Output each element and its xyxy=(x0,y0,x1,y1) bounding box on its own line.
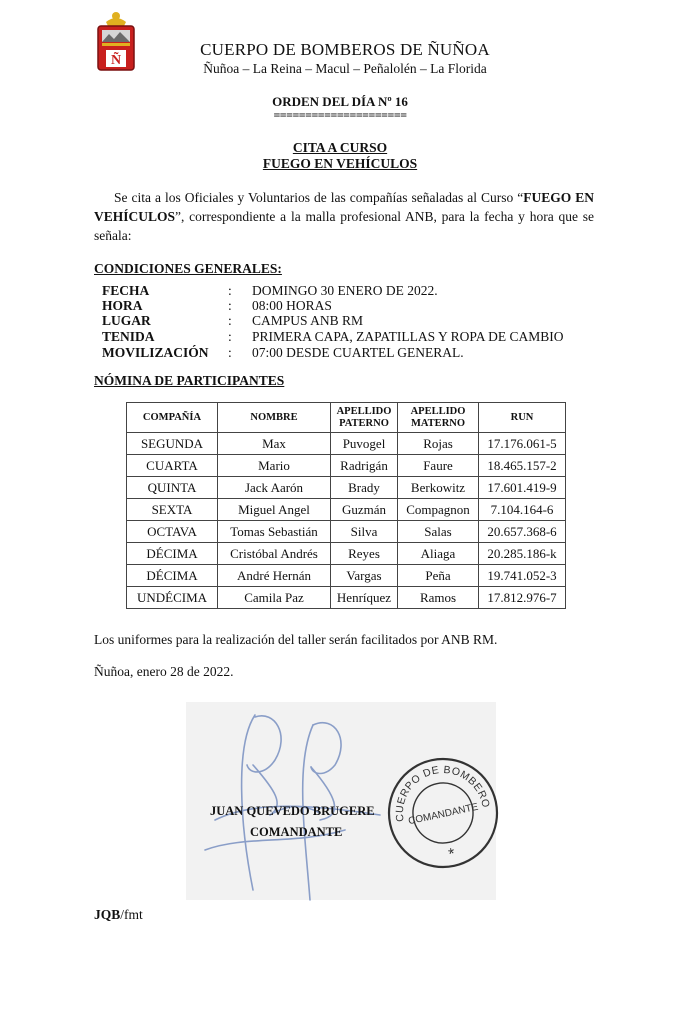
condition-label: HORA xyxy=(102,298,143,313)
table-cell: Reyes xyxy=(331,543,398,565)
conditions-heading: CONDICIONES GENERALES: xyxy=(94,261,282,276)
communes-line: Ñuñoa – La Reina – Macul – Peñalolén – La Florida xyxy=(203,61,487,76)
signer-name: JUAN QUEVEDO BRUGERE xyxy=(210,804,375,818)
column-header: NOMBRE xyxy=(218,403,331,433)
table-cell: 19.741.052-3 xyxy=(479,565,566,587)
column-header: APELLIDO PATERNO xyxy=(331,403,398,433)
table-cell: SEGUNDA xyxy=(127,433,218,455)
table-cell: Silva xyxy=(331,521,398,543)
column-header: APELLIDO MATERNO xyxy=(398,403,479,433)
condition-row-mobilization xyxy=(102,345,602,361)
table-row xyxy=(127,455,566,477)
table-row xyxy=(127,433,566,455)
condition-value: PRIMERA CAPA, ZAPATILLAS Y ROPA DE CAMBIO xyxy=(252,329,564,344)
table-cell: Puvogel xyxy=(331,433,398,455)
table-cell: 17.601.419-9 xyxy=(479,477,566,499)
table-cell: Jack Aarón xyxy=(218,477,331,499)
svg-text:*: * xyxy=(447,845,457,864)
table-cell: Salas xyxy=(398,521,479,543)
condition-row-outfit xyxy=(102,329,602,345)
table-cell: 20.657.368-6 xyxy=(479,521,566,543)
typist-initials xyxy=(94,907,143,923)
table-row xyxy=(127,565,566,587)
table-cell: SEXTA xyxy=(127,499,218,521)
table-cell: 17.176.061-5 xyxy=(479,433,566,455)
table-cell: Ramos xyxy=(398,587,479,609)
intro-course-name: FUEGO EN VEHÍCULOS xyxy=(94,190,594,224)
table-cell: QUINTA xyxy=(127,477,218,499)
table-cell: DÉCIMA xyxy=(127,565,218,587)
table-header-row xyxy=(127,403,566,433)
column-header: COMPAÑÍA xyxy=(127,403,218,433)
condition-row-time xyxy=(102,298,602,314)
intro-text-before: Se cita a los Oficiales y Voluntarios de las compañías señaladas al Curso “ xyxy=(114,190,524,205)
table-cell: André Hernán xyxy=(218,565,331,587)
table-cell: UNDÉCIMA xyxy=(127,587,218,609)
fire-brigade-logo xyxy=(92,10,140,78)
condition-value: 07:00 DESDE CUARTEL GENERAL. xyxy=(252,345,464,360)
table-cell: Max xyxy=(218,433,331,455)
condition-colon: : xyxy=(228,345,232,360)
condition-label: TENIDA xyxy=(102,329,155,344)
initials-bold: JQB xyxy=(94,907,121,922)
column-header: RUN xyxy=(479,403,566,433)
commander-seal-stamp xyxy=(386,756,500,870)
svg-text:CUERPO DE BOMBEROS DE ÑUÑOA: CUERPO DE BOMBEROS xyxy=(393,763,492,823)
table-cell: CUARTA xyxy=(127,455,218,477)
table-cell: Guzmán xyxy=(331,499,398,521)
table-cell: Faure xyxy=(398,455,479,477)
order-underline: ===================== xyxy=(273,108,407,122)
participants-table xyxy=(126,402,566,609)
table-row xyxy=(127,521,566,543)
table-cell: Aliaga xyxy=(398,543,479,565)
date-line: Ñuñoa, enero 28 de 2022. xyxy=(94,664,234,679)
order-title: ORDEN DEL DÍA Nº 16 xyxy=(272,94,408,109)
condition-colon: : xyxy=(228,298,232,313)
course-heading: FUEGO EN VEHÍCULOS xyxy=(262,156,418,171)
condition-colon: : xyxy=(228,329,232,344)
table-row xyxy=(127,543,566,565)
condition-row-place xyxy=(102,313,602,329)
participants-heading: NÓMINA DE PARTICIPANTES xyxy=(94,373,285,388)
signer-role: COMANDANTE xyxy=(250,825,343,839)
table-cell: Compagnon xyxy=(398,499,479,521)
table-row xyxy=(127,477,566,499)
table-cell: DÉCIMA xyxy=(127,543,218,565)
table-cell: Radrigán xyxy=(331,455,398,477)
table-cell: 18.465.157-2 xyxy=(479,455,566,477)
table-row xyxy=(127,499,566,521)
svg-text:COMANDANTE: COMANDANTE xyxy=(407,801,480,828)
table-cell: 7.104.164-6 xyxy=(479,499,566,521)
table-cell: Miguel Angel xyxy=(218,499,331,521)
svg-text:Ñ: Ñ xyxy=(110,53,122,68)
table-cell: 20.285.186-k xyxy=(479,543,566,565)
condition-value: CAMPUS ANB RM xyxy=(252,313,364,328)
table-cell: Berkowitz xyxy=(398,477,479,499)
table-cell: Camila Paz xyxy=(218,587,331,609)
table-cell: Brady xyxy=(331,477,398,499)
initials-rest: /fmt xyxy=(120,907,143,922)
table-cell: Vargas xyxy=(331,565,398,587)
uniforms-note: Los uniformes para la realización del taller serán facilitados por ANB RM. xyxy=(94,632,498,647)
table-cell: Tomas Sebastián xyxy=(218,521,331,543)
condition-label: MOVILIZACIÓN xyxy=(102,345,209,360)
condition-label: LUGAR xyxy=(102,313,151,328)
cita-heading: CITA A CURSO xyxy=(292,140,388,155)
table-cell: Peña xyxy=(398,565,479,587)
condition-colon: : xyxy=(228,313,232,328)
condition-value: 08:00 HORAS xyxy=(252,298,332,313)
table-cell: OCTAVA xyxy=(127,521,218,543)
table-cell: Henríquez xyxy=(331,587,398,609)
intro-text-after: ”, correspondiente a la malla profesional ANB, para la fecha y hora que se señala: xyxy=(94,209,594,243)
table-row xyxy=(127,587,566,609)
table-cell: Mario xyxy=(218,455,331,477)
condition-value: DOMINGO 30 ENERO DE 2022. xyxy=(252,283,438,298)
table-cell: 17.812.976-7 xyxy=(479,587,566,609)
intro-paragraph xyxy=(94,188,594,245)
table-cell: Rojas xyxy=(398,433,479,455)
table-cell: Cristóbal Andrés xyxy=(218,543,331,565)
condition-row-date xyxy=(102,283,602,299)
condition-colon: : xyxy=(228,283,232,298)
condition-label: FECHA xyxy=(102,283,150,298)
organization-name: CUERPO DE BOMBEROS DE ÑUÑOA xyxy=(200,40,490,59)
